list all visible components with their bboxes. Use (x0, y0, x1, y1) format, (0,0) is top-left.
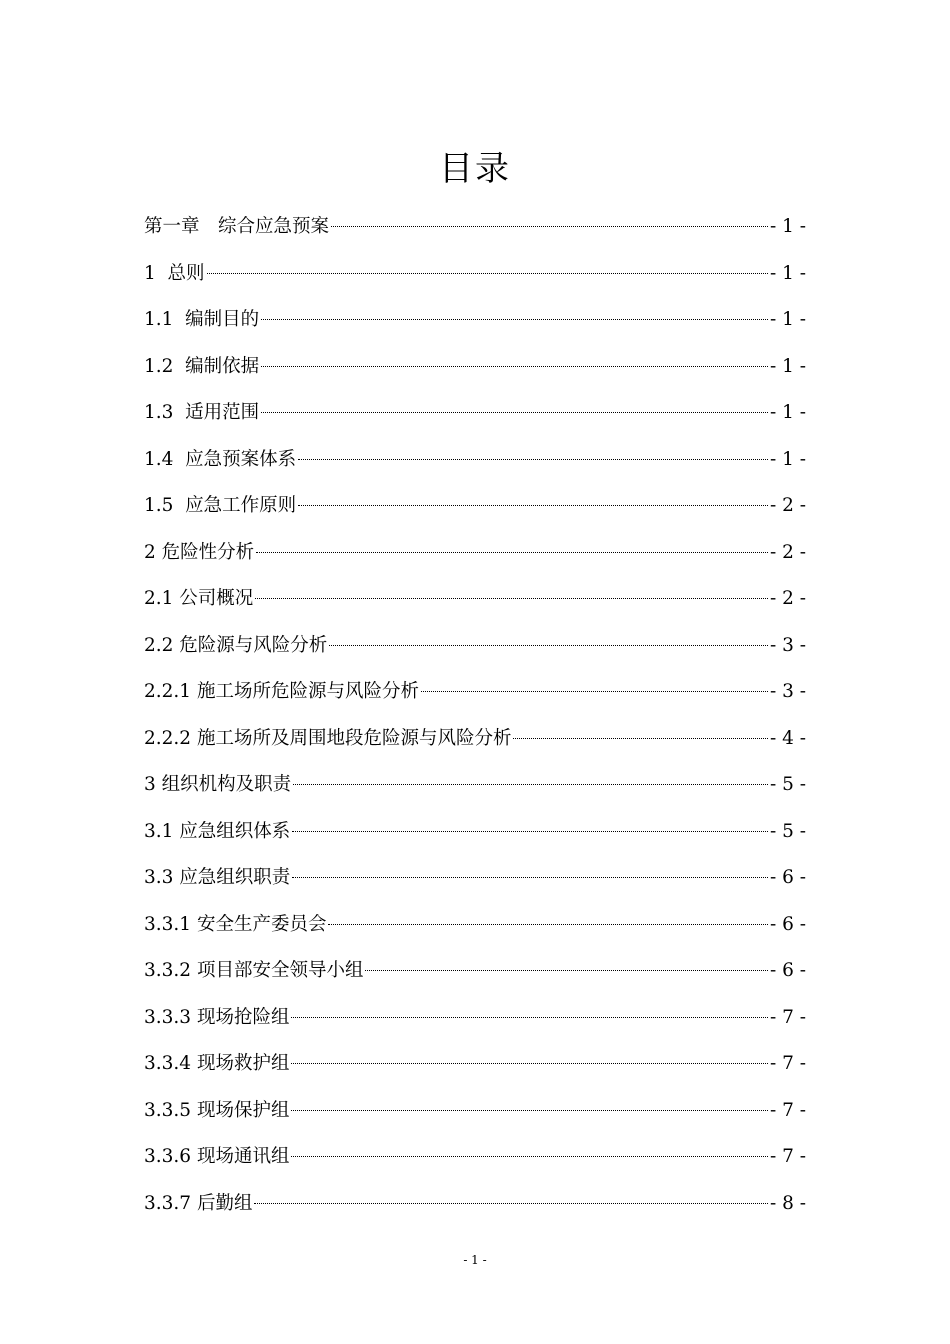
toc-entry-label: 1.5 应急工作原则 (144, 495, 297, 516)
toc-leader-dots (261, 366, 768, 367)
toc-leader-dots (291, 1063, 768, 1064)
toc-entry-page: - 6 - (769, 867, 806, 888)
toc-leader-dots (207, 273, 768, 274)
toc-entry-label: 2.1 公司概况 (144, 588, 254, 609)
toc-entry-label: 3.3.3 现场抢险组 (144, 1006, 290, 1028)
toc-entry-label: 3.3 应急组织职责 (144, 867, 291, 888)
toc-entry-label: 1.3 适用范围 (144, 402, 260, 423)
toc-entry-page: - 1 - (769, 262, 806, 284)
toc-entry-page: - 2 - (769, 541, 806, 563)
toc-entry-label: 3.3.6 现场通讯组 (144, 1146, 290, 1167)
toc-entry-label: 2.2.2 施工场所及周围地段危险源与风险分析 (144, 727, 512, 749)
toc-leader-dots (513, 738, 767, 739)
toc-entry[interactable] (144, 669, 806, 716)
toc-entry-page: - 7 - (769, 1146, 806, 1167)
footer-page-number: - 1 - (463, 1253, 487, 1267)
toc-leader-dots (292, 877, 768, 878)
toc-entry-page: - 6 - (769, 913, 806, 935)
toc-entry[interactable] (144, 251, 806, 298)
toc-leader-dots (291, 1017, 768, 1018)
toc-entry-label: 2.2 危险源与风险分析 (144, 634, 328, 656)
toc-entry[interactable] (144, 437, 806, 484)
toc-entry[interactable] (144, 762, 806, 809)
toc-leader-dots (254, 1203, 768, 1204)
toc-entry-page: - 3 - (769, 681, 806, 702)
toc-leader-dots (292, 831, 768, 832)
toc-entry-page: - 5 - (769, 820, 806, 842)
toc-entry-page: - 2 - (769, 495, 806, 516)
toc-entry-label: 1 总则 (144, 262, 205, 284)
toc-entry-label: 3.3.4 现场救护组 (144, 1053, 290, 1074)
toc-entry[interactable] (144, 297, 806, 344)
toc-entry-label: 3 组织机构及职责 (144, 774, 292, 795)
toc-entry[interactable] (144, 204, 806, 251)
toc-entry-label: 3.3.7 后勤组 (144, 1192, 253, 1214)
toc-leader-dots (261, 412, 768, 413)
toc-entry-page: - 5 - (769, 774, 806, 795)
toc-entry-page: - 8 - (769, 1192, 806, 1214)
toc-entry-page: - 2 - (769, 588, 806, 609)
toc-entry-page: - 4 - (769, 727, 806, 749)
toc-entry-label: 1.2 编制依据 (144, 355, 260, 377)
toc-entry-page: - 1 - (769, 402, 806, 423)
toc-entry-page: - 7 - (769, 1053, 806, 1074)
toc-leader-dots (291, 1110, 768, 1111)
toc-entry-label: 第一章 综合应急预案 (144, 216, 330, 237)
toc-leader-dots (298, 505, 768, 506)
toc-leader-dots (365, 970, 767, 971)
toc-leader-dots (261, 319, 768, 320)
toc-entry[interactable] (144, 855, 806, 902)
toc-entry-label: 2 危险性分析 (144, 541, 255, 563)
toc-entry[interactable] (144, 1181, 806, 1228)
toc-entry-page: - 7 - (769, 1099, 806, 1121)
toc-leader-dots (329, 645, 768, 646)
toc-entry-label: 3.3.1 安全生产委员会 (144, 913, 327, 935)
toc-entry-page: - 3 - (769, 634, 806, 656)
toc-entry-page: - 6 - (769, 960, 806, 981)
toc-entry-page: - 1 - (769, 216, 806, 237)
toc-entry-label: 3.3.5 现场保护组 (144, 1099, 290, 1121)
toc-entry[interactable] (144, 1134, 806, 1181)
toc-entry[interactable] (144, 902, 806, 949)
toc-entry[interactable] (144, 576, 806, 623)
toc-entry[interactable] (144, 390, 806, 437)
toc-entry[interactable] (144, 809, 806, 856)
toc-entry[interactable] (144, 530, 806, 577)
toc-entry[interactable] (144, 995, 806, 1042)
toc-leader-dots (291, 1156, 768, 1157)
toc-leader-dots (256, 552, 768, 553)
toc-leader-dots (298, 459, 768, 460)
toc-entry-page: - 1 - (769, 448, 806, 470)
toc-entry[interactable] (144, 623, 806, 670)
toc-leader-dots (328, 924, 767, 925)
toc-entry-label: 3.1 应急组织体系 (144, 820, 291, 842)
toc-entry-page: - 1 - (769, 309, 806, 330)
page-title: 目录 (439, 149, 511, 189)
toc-entry[interactable] (144, 948, 806, 995)
toc-entry[interactable] (144, 1041, 806, 1088)
toc-entry-label: 3.3.2 项目部安全领导小组 (144, 960, 364, 981)
toc-entry-label: 1.4 应急预案体系 (144, 448, 297, 470)
toc-leader-dots (421, 691, 768, 692)
toc-entry-label: 2.2.1 施工场所危险源与风险分析 (144, 681, 419, 702)
toc-leader-dots (293, 784, 768, 785)
table-of-contents (144, 204, 806, 1227)
toc-entry[interactable] (144, 344, 806, 391)
toc-entry[interactable] (144, 1088, 806, 1135)
toc-entry[interactable] (144, 483, 806, 530)
toc-entry-page: - 7 - (769, 1006, 806, 1028)
toc-leader-dots (331, 226, 768, 227)
toc-leader-dots (255, 598, 768, 599)
toc-entry-page: - 1 - (769, 355, 806, 377)
toc-entry-label: 1.1 编制目的 (144, 309, 260, 330)
toc-entry[interactable] (144, 716, 806, 763)
